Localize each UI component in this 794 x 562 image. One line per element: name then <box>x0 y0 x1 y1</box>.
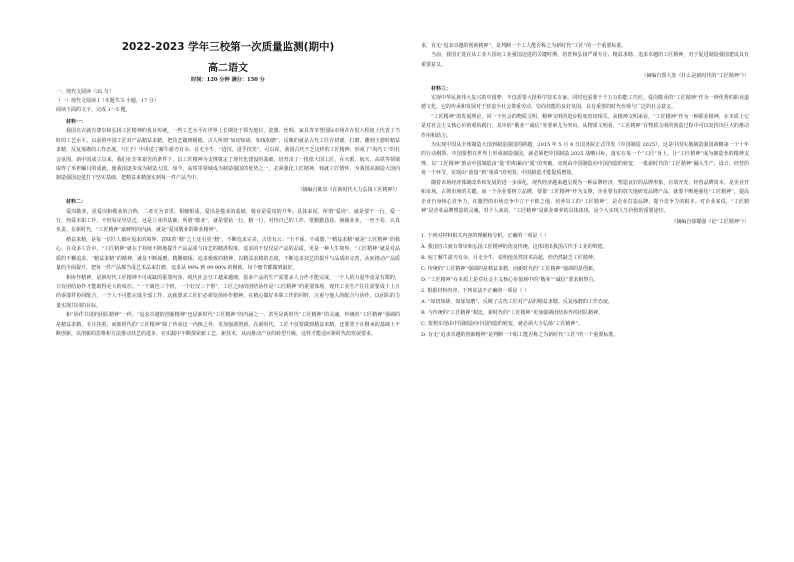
question-option: A. “如切如磋，如琢如磨”，反映了古代工匠对产品的精益求精、反复琢磨的工作态度。 <box>421 298 613 305</box>
paragraph: 精益求精，是每一位匠人都应追求的境界，意味着“精”之上还有更“精”，不断追求完美。古语有云：“玉不琢，不成器。”“精益求精”就是“工匠精神”的核心。在众多工匠中，“工匠精神”就在于持续不断地提升产品品质与技艺的精湛程度，追求的不仅仅是产品的品质，更是一种人生境界，“工匠精神”就是对品质的不懈追求。“精益求精”的精神，就是不断琢磨、精雕细琢、追求极致的精神。以精益求精的态度，不断追求技艺的提升与品质的完善，从而推动产品质量的全面提升，把每一件产品都当成艺术品来打磨，追求从 99% 到 99.99% 的极致，每个细节都做到最好。 <box>56 236 400 272</box>
paragraph: 我国自古就有尊崇和弘扬工匠精神的优良传统。一些工艺水平在世界上长期处于领先地位，瓷器、丝绸、家具等享誉国际市场并在很大程度上代表了当时的工艺水平。以前的中国工匠对产品精益求精，把技艺做到极致。古人所谓“如切如磋，如琢如磨”，反映的就是古代工匠在切割、打磨、雕刻玉器时精益求精、反复琢磨的工作态度。《庄子》中讲述了解牛游刃有余、目无全牛，“进技，进乎技矣”，可以说，我国古代不乏这样的工匠精神，形成了“尚巧工”的社会氛围。新中国成立以来，我们在非常艰苦的条件下，以工匠精神为支撑奠定了现代化建设的基础，培育出了一批批大国工匠，在天眼、航天、高铁等领域取得了举世瞩目的成就，使我国逐步成为制造大国。如今，高铁等领域成为制造强国的优势之一，必须强化工匠精神，铸就工匠情怀，为我国从制造大国向制造强国迈进打下坚实基础，把精益求精落实到每一件产品当中。 <box>56 128 400 182</box>
paragraph: 求，有无“追求卓越的创新精神”，是判断一个工人能否称之为新时代“工匠”的一个重要标准。 <box>421 43 627 49</box>
material-label: 材料三： <box>431 85 452 92</box>
paragraph: “工匠精神”的发展理论，同一个社会的物质文明、精神文明的进步程度密切相关。从精神文明来看，“工匠精神”作为一种职业精神，在本质上它是对社会主义核心价值观的践行，其中的“敬业”“诚信”等要素尤为突出。从物质文明看，“工匠精神”在物质文明的创造过程中可以发挥出巨大的推动作用和助力。 <box>421 113 749 139</box>
paragraph: 和“协作共进的团队精神”一样，“追求卓越的创新精神”也是新时代“工匠精神”的内涵之一。甚至是新时代“工匠精神”的灵魂。传统的“工匠精神”强调的是精益求精、专注执着，而新时代的“工匠精神”除了传承这一内核之外，更加强调创新。在新时代，工匠不仅要做到精益求精，还要善于在继承的基础上不断创新，以创新的思维和方法推动技艺的进步，在实践中不断探索新工艺、新技术，从而推动产业的转型升级，这样才能适应新时代的发展要求。 <box>56 312 400 337</box>
right-column <box>421 42 749 341</box>
subject-title: 高二语文 <box>208 63 248 74</box>
subsection-heading: （一）现代文阅读 I（本题共 5 小题，17 分） <box>56 98 159 104</box>
question-stem: 2. 根据材料内容，下列说法不正确的一项是（ ） <box>421 287 529 294</box>
paragraph: 随着市场经济体制改革和发展的进一步深化，现代经济越来越呈现为一种品牌经济，塑造良好的品牌形象，有效开发、经营品牌资本，是企业开拓市场、占领市场的关键。而一个企业要树立品牌，要靠“工匠精神”作为支撑，企业要有的放矢地研发品牌产品，就要不断地强化“工匠精神”，提高企业自身核心竞争力，在激烈的市场竞争中立于不败之地。培养员工的“工匠精神”，是企业打造品牌、提升竞争力的根本。对企业来说，“工匠精神”是企业品牌塑造的灵魂，对个人来说，“工匠精神”是职业素养的具体体现，是个人实现人生价值的重要途径。 <box>421 179 749 214</box>
paragraph: 爱岗敬业，是爱岗和敬业的合称，二者互为表里、相辅相成。爱岗是敬业的基础，敬业是爱岗的升华。具体来说，所谓“爱岗”，就是要干一行，爱一行，热爱本职工作，不轻易见异思迁，这是立业的基础；所谓“敬业”，就是要钻一行，精一行，对待自己的工作，要勤勤恳恳、兢兢业业，一丝不苟，认真负责。在新时代，“工匠精神”最鲜明的内涵，就是“爱岗敬业的职业精神”。 <box>56 208 400 234</box>
material-label: 材料一： <box>66 119 87 125</box>
paragraph: 当前，我国正处在从工业大国向工业强国迈进的关键时期，培育和弘扬严谨专注、精益求精、追求卓越的工匠精神，对于促进制造强国建设具有重要意义。 <box>421 52 749 68</box>
question-option: D. “工匠精神”在本质上是对社会主义核心价值观中的“敬业”“诚信”要求相契合。 <box>421 276 599 283</box>
paragraph: 实现中华民族伟大复兴的中国梦，不仅需要大批科学技术专家，同时也需要千千万万的能工巧匠。爱岗敬业的“工匠精神”作为一种优秀的职业道德文化，它的传承和发展对于营造全社会尊重劳动、崇尚技能的良好氛围，具有重要的时代价值与广泛的社会意义。 <box>421 95 749 111</box>
time-info: 时间：120 分钟 满分：150 分 <box>191 77 265 83</box>
material-label: 材料二： <box>66 199 87 206</box>
source-citation: （摘编自徐耀强《论“工匠精神”》） <box>671 219 749 226</box>
left-column <box>56 40 400 339</box>
question-option: C. 传统的“工匠精神”强调的是精益求精，而新时代的“工匠精神”强调的是创新。 <box>421 265 599 272</box>
source-citation: （摘编自陈泉《在新时代大力弘扬工匠精神》） <box>297 186 400 193</box>
question-option: D. 有无“追求卓越的创新精神”是判断一个职工能否称之为新时代“工匠”的一个重要标准。 <box>421 331 619 338</box>
section-heading: 一、现代文阅读（35 分） <box>56 89 114 95</box>
question-option: C. 要想实现由中国制造向中国创造的转变，就必须大力弘扬“工匠精神”。 <box>421 320 583 327</box>
source-citation: （摘编自郑大发《什么是新时代的“工匠精神”》） <box>641 73 749 80</box>
instruction-text: 阅读下面的文字，完成 1～5 题。 <box>56 107 131 113</box>
paragraph: 为实现中国从全球制造大国到制造强国的跨越，2015 年 5 月 8 日国务院正式印发《中国制造 2025》，这是中国实施制造强国战略第一个十年的行动纲领。中国要想在世界上形成制造强国，就必须把中国制造 2025 战略目标，落实在每一个“工匠”身上，让“工匠精神”成为制造业的精神支撑，以“工匠精神”推动中国制造由“量”的积累向“质”的突破，实现由中国制造向中国创造的转变，一批新时代的“工匠精神”融入生产、设计、经营的每一个环节，实现由“重量”到“重质”的突围，中国制造才能提质增效。 <box>421 142 749 177</box>
question-option: B. 庖丁解牛游刃有余，目无全牛，说明他虽然技术高超，但仍然缺乏工匠精神。 <box>421 254 598 261</box>
question-option: B. 与传统的“工匠精神”相比，新时代的“工匠精神”更加强调团结协作的团队精神。 <box>421 309 604 316</box>
paragraph: 和协作精神，是新时代工匠精神不可或缺的重要内容。现代社会分工越来越细，很多产品的生产需要多人合作才能完成，一个人的力量毕竟是有限的，只有团结协作才能取得更大的成功。“一个篱笆三个桩，一个好汉三个帮”，工匠之间的团结协作是“工匠精神”的重要体现。现代工业生产往往需要成千上万的零部件协同配合，一个人不可能完成全部工作，这就要求工匠们必须发扬协作精神，在精心做好本职工作的同时，注重与他人的配合与协作，以团队的力量实现共同的目标。 <box>56 274 400 309</box>
exam-title: 2022-2023 学年三校第一次质量监测(期中) <box>121 41 335 53</box>
question-stem: 1. 下列对材料相关内容的理解和分析，正确的一项是（ ） <box>421 232 549 239</box>
question-option: A. 我国自古就有尊崇和弘扬工匠精神的优良传统，这体现出我国古代手工业的辉煌。 <box>421 243 608 250</box>
